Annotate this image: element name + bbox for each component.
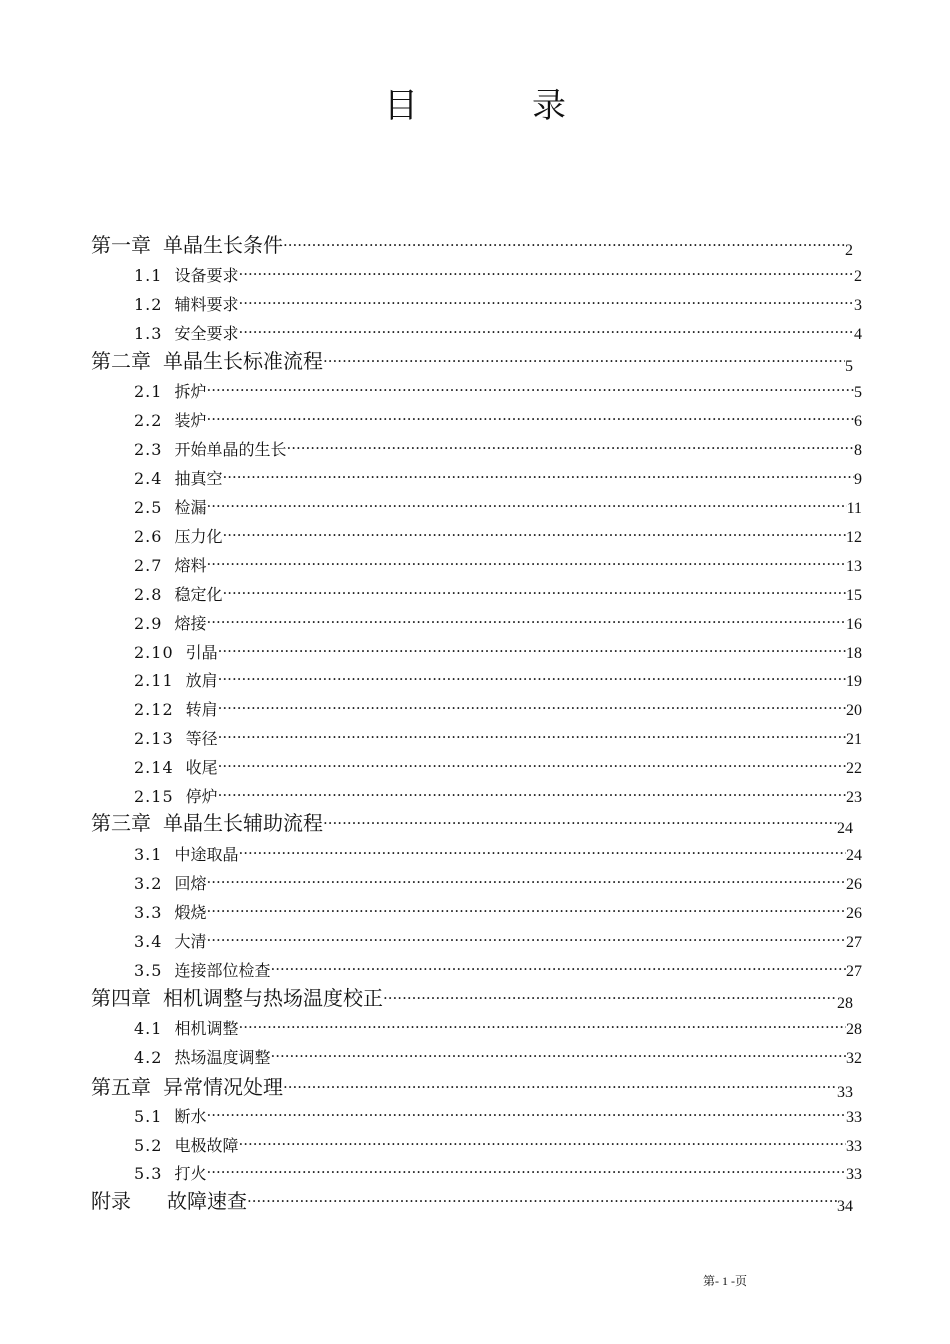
- toc-section-entry[interactable]: [134, 929, 862, 952]
- dot-leader: [218, 729, 846, 744]
- toc-chapter-entry[interactable]: [91, 1185, 853, 1214]
- toc-entry-title: 单晶生长条件: [163, 233, 283, 257]
- toc-entry-title: 压力化: [174, 527, 223, 546]
- dot-leader: [222, 469, 854, 484]
- toc-entry-label: [134, 1016, 238, 1039]
- toc-section-entry[interactable]: [134, 697, 862, 720]
- toc-entry-title: 转肩: [185, 700, 218, 719]
- toc-entry-title: 热场温度调整: [174, 1048, 271, 1067]
- toc-entry-title: 断水: [174, 1107, 207, 1126]
- toc-section-entry[interactable]: [134, 958, 862, 981]
- toc-page-number: 22: [846, 760, 862, 777]
- toc-page-number: 21: [846, 731, 862, 748]
- toc-page-number: 15: [846, 587, 862, 604]
- dot-leader: [206, 614, 846, 629]
- dot-leader: [238, 324, 854, 339]
- dot-leader: [206, 1164, 846, 1179]
- dot-leader: [238, 1136, 846, 1151]
- toc-entry-label: [91, 1185, 247, 1214]
- toc-entry-number: 2.6: [134, 527, 163, 546]
- toc-entry-label: [134, 784, 218, 807]
- toc-entry-number: 2.15: [134, 787, 174, 806]
- toc-entry-title: 中途取晶: [174, 845, 239, 864]
- toc-entry-title: 大清: [174, 932, 207, 951]
- toc-page-number: 23: [846, 789, 862, 806]
- toc-section-entry[interactable]: [134, 784, 862, 807]
- toc-page-number: 33: [846, 1109, 862, 1126]
- toc-entry-title: 煅烧: [174, 903, 207, 922]
- dot-leader: [238, 295, 854, 310]
- toc-section-entry[interactable]: [134, 321, 862, 344]
- toc-entry-label: [91, 345, 323, 374]
- dot-leader: [247, 1193, 837, 1208]
- toc-section-entry[interactable]: [134, 292, 862, 315]
- toc-entry-label: [134, 668, 218, 691]
- toc-entry-label: [134, 1161, 206, 1184]
- toc-page-number: 2: [845, 242, 853, 259]
- toc-page-number: 33: [837, 1084, 853, 1101]
- dot-leader: [206, 932, 846, 947]
- toc-section-entry[interactable]: [134, 755, 862, 778]
- toc-entry-number: 2.13: [134, 729, 174, 748]
- toc-chapter-entry[interactable]: [91, 229, 853, 258]
- toc-entry-label: [134, 842, 238, 865]
- toc-entry-label: [91, 982, 383, 1011]
- toc-entry-number: 第一章: [91, 233, 151, 257]
- toc-entry-title: 引晶: [185, 643, 218, 662]
- toc-entry-title: 熔接: [174, 614, 207, 633]
- toc-page-number: 27: [846, 963, 862, 980]
- dot-leader: [206, 1107, 846, 1122]
- dot-leader: [218, 758, 846, 773]
- toc-entry-label: [134, 437, 286, 460]
- toc-page-number: 4: [854, 326, 862, 343]
- toc-section-entry[interactable]: [134, 263, 862, 286]
- toc-page-number: 26: [846, 905, 862, 922]
- toc-section-entry[interactable]: [134, 466, 862, 489]
- toc-page-number: 5: [854, 384, 862, 401]
- dot-leader: [323, 353, 845, 368]
- toc-chapter-entry[interactable]: [91, 1071, 853, 1100]
- toc-section-entry[interactable]: [134, 668, 862, 691]
- toc-entry-number: 2.14: [134, 758, 174, 777]
- toc-section-entry[interactable]: [134, 495, 862, 518]
- toc-entry-number: 第四章: [91, 986, 151, 1010]
- toc-entry-title: 抽真空: [174, 469, 223, 488]
- toc-entry-title: 故障速查: [167, 1189, 247, 1213]
- toc-entry-number: 4.1: [134, 1019, 163, 1038]
- toc-page-number: 18: [846, 645, 862, 662]
- toc-entry-title: 放肩: [185, 671, 218, 690]
- toc-entry-title: 检漏: [174, 498, 207, 517]
- toc-entry-title: 回熔: [174, 874, 207, 893]
- toc-entry-label: [134, 495, 206, 518]
- toc-entry-number: 5.1: [134, 1107, 163, 1126]
- toc-entry-number: 2.4: [134, 469, 163, 488]
- toc-entry-number: 3.4: [134, 932, 163, 951]
- toc-section-entry[interactable]: [134, 1161, 862, 1184]
- toc-entry-title: 异常情况处理: [163, 1075, 283, 1099]
- dot-leader: [238, 845, 846, 860]
- toc-entry-title: 设备要求: [174, 266, 239, 285]
- toc-entry-number: 3.3: [134, 903, 163, 922]
- toc-entry-label: [134, 408, 206, 431]
- toc-page-number: 8: [854, 442, 862, 459]
- toc-page-number: 12: [846, 529, 862, 546]
- toc-entry-number: 5.3: [134, 1164, 163, 1183]
- toc-page-number: 3: [854, 297, 862, 314]
- toc-section-entry[interactable]: [134, 524, 862, 547]
- toc-entry-number: 2.5: [134, 498, 163, 517]
- toc-entry-title: 装炉: [174, 411, 207, 430]
- toc-section-entry[interactable]: [134, 726, 862, 749]
- toc-entry-number: 2.10: [134, 643, 174, 662]
- toc-entry-label: [134, 466, 222, 489]
- toc-entry-number: 3.5: [134, 961, 163, 980]
- toc-entry-label: [134, 900, 206, 923]
- toc-page-number: 5: [845, 358, 853, 375]
- toc-entry-number: 第三章: [91, 811, 151, 835]
- toc-entry-label: [134, 292, 238, 315]
- toc-page-number: 33: [846, 1166, 862, 1183]
- toc-entry-title: 相机调整: [174, 1019, 239, 1038]
- dot-leader: [270, 1048, 846, 1063]
- dot-leader: [206, 411, 854, 426]
- page-title: 目 录: [384, 86, 606, 126]
- dot-leader: [270, 961, 846, 976]
- toc-section-entry[interactable]: [134, 900, 862, 923]
- toc-chapter-entry[interactable]: [91, 807, 853, 836]
- toc-entry-label: [134, 726, 218, 749]
- toc-entry-number: 2.1: [134, 382, 163, 401]
- dot-leader: [206, 556, 846, 571]
- toc-page-number: 34: [837, 1198, 853, 1215]
- dot-leader: [238, 1019, 846, 1034]
- toc-page-number: 28: [837, 995, 853, 1012]
- toc-page-number: 33: [846, 1138, 862, 1155]
- toc-section-entry[interactable]: [134, 842, 862, 865]
- toc-page-number: 32: [846, 1050, 862, 1067]
- dot-leader: [218, 643, 846, 658]
- toc-entry-number: 2.8: [134, 585, 163, 604]
- dot-leader: [218, 787, 846, 802]
- toc-page-number: 26: [846, 876, 862, 893]
- toc-entry-title: 打火: [174, 1164, 207, 1183]
- toc-entry-number: 第五章: [91, 1075, 151, 1099]
- toc-entry-title: 等径: [185, 729, 218, 748]
- toc-entry-number: 2.9: [134, 614, 163, 633]
- toc-page-number: 13: [846, 558, 862, 575]
- toc-section-entry[interactable]: [134, 1133, 862, 1156]
- toc-entry-label: [91, 229, 283, 258]
- toc-entry-number: 3.1: [134, 845, 163, 864]
- toc-section-entry[interactable]: [134, 1016, 862, 1039]
- dot-leader: [206, 874, 846, 889]
- toc-entry-title: 电极故障: [174, 1136, 239, 1155]
- toc-entry-label: [134, 582, 222, 605]
- toc-page-number: 11: [846, 500, 862, 517]
- toc-entry-number: 1.2: [134, 295, 163, 314]
- toc-entry-number: 4.2: [134, 1048, 163, 1067]
- toc-entry-number: 附录: [91, 1189, 131, 1213]
- toc-entry-number: 2.7: [134, 556, 163, 575]
- toc-entry-title: 停炉: [185, 787, 218, 806]
- toc-entry-label: [134, 640, 218, 663]
- toc-entry-number: 1.3: [134, 324, 163, 343]
- toc-entry-label: [134, 611, 206, 634]
- dot-leader: [206, 903, 846, 918]
- toc-section-entry[interactable]: [134, 379, 862, 402]
- toc-section-entry[interactable]: [134, 553, 862, 576]
- toc-entry-title: 单晶生长辅助流程: [163, 811, 323, 835]
- toc-section-entry[interactable]: [134, 1104, 862, 1127]
- dot-leader: [222, 585, 846, 600]
- dot-leader: [218, 700, 846, 715]
- toc-section-entry[interactable]: [134, 582, 862, 605]
- toc-entry-label: [91, 807, 323, 836]
- dot-leader: [383, 990, 837, 1005]
- toc-entry-number: 2.12: [134, 700, 174, 719]
- toc-entry-number: 第二章: [91, 349, 151, 373]
- toc-entry-label: [134, 755, 218, 778]
- toc-chapter-entry[interactable]: [91, 982, 853, 1011]
- toc-entry-label: [134, 929, 206, 952]
- toc-entry-title: 熔料: [174, 556, 207, 575]
- toc-entry-title: 辅料要求: [174, 295, 239, 314]
- toc-section-entry[interactable]: [134, 871, 862, 894]
- toc-entry-title: 开始单晶的生长: [174, 440, 287, 459]
- toc-entry-label: [134, 697, 218, 720]
- toc-section-entry[interactable]: [134, 640, 862, 663]
- toc-entry-title: 稳定化: [174, 585, 223, 604]
- toc-entry-title: 收尾: [185, 758, 218, 777]
- toc-entry-label: [134, 524, 222, 547]
- dot-leader: [286, 440, 854, 455]
- toc-entry-title: 连接部位检查: [174, 961, 271, 980]
- toc-page-number: 16: [846, 616, 862, 633]
- toc-entry-label: [134, 263, 238, 286]
- toc-entry-number: 1.1: [134, 266, 163, 285]
- toc-section-entry[interactable]: [134, 437, 862, 460]
- toc-entry-number: 2.11: [134, 671, 174, 690]
- toc-entry-label: [134, 379, 206, 402]
- toc-entry-number: 2.2: [134, 411, 163, 430]
- toc-entry-title: 安全要求: [174, 324, 239, 343]
- dot-leader: [206, 498, 846, 513]
- toc-entry-title: 相机调整与热场温度校正: [163, 986, 383, 1010]
- dot-leader: [222, 527, 846, 542]
- toc-entry-label: [134, 553, 206, 576]
- toc-entry-label: [134, 1104, 206, 1127]
- dot-leader: [283, 237, 845, 252]
- toc-page-number: 24: [837, 820, 853, 837]
- toc-entry-label: [134, 1045, 270, 1068]
- toc-entry-number: 5.2: [134, 1136, 163, 1155]
- toc-page-number: 6: [854, 413, 862, 430]
- toc-chapter-entry[interactable]: [91, 345, 853, 374]
- toc-entry-label: [134, 1133, 238, 1156]
- toc-page-number: 20: [846, 702, 862, 719]
- toc-page-number: 19: [846, 673, 862, 690]
- toc-section-entry[interactable]: [134, 1045, 862, 1068]
- dot-leader: [283, 1079, 837, 1094]
- toc-entry-title: 拆炉: [174, 382, 207, 401]
- toc-page-number: 28: [846, 1021, 862, 1038]
- toc-entry-label: [134, 871, 206, 894]
- toc-page-number: 27: [846, 934, 862, 951]
- dot-leader: [238, 266, 854, 281]
- toc-section-entry[interactable]: [134, 611, 862, 634]
- toc-entry-label: [134, 958, 270, 981]
- toc-entry-title: 单晶生长标准流程: [163, 349, 323, 373]
- toc-entry-number: 3.2: [134, 874, 163, 893]
- toc-entry-number: 2.3: [134, 440, 163, 459]
- toc-page-number: 9: [854, 471, 862, 488]
- toc-entry-label: [134, 321, 238, 344]
- toc-page-number: 2: [854, 268, 862, 285]
- toc-section-entry[interactable]: [134, 408, 862, 431]
- dot-leader: [323, 815, 837, 830]
- toc-page-number: 24: [846, 847, 862, 864]
- toc-entry-label: [91, 1071, 283, 1100]
- dot-leader: [218, 671, 846, 686]
- page-footer: 第- 1 -页: [703, 1274, 747, 1288]
- dot-leader: [206, 382, 854, 397]
